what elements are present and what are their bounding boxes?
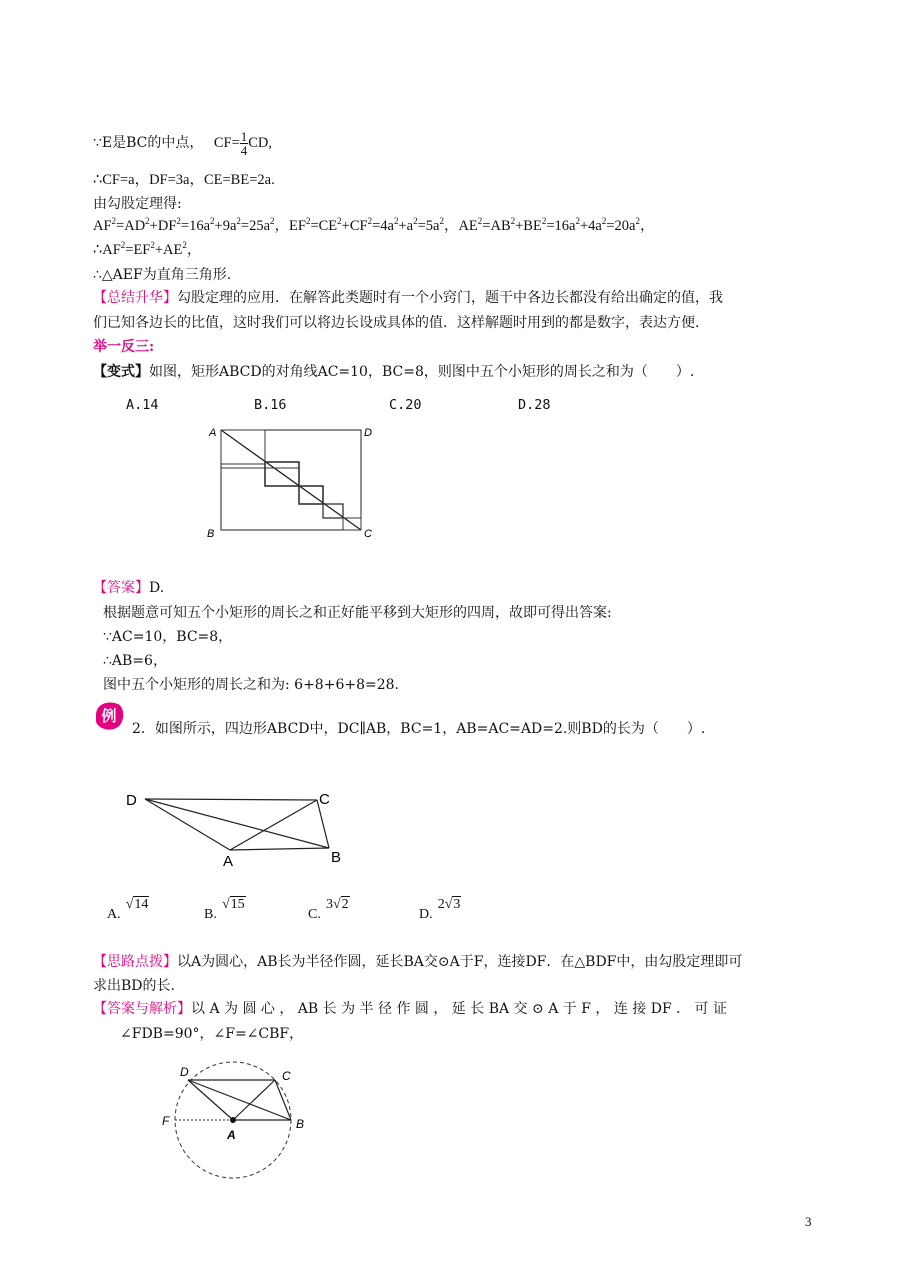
sup: 2 — [477, 216, 483, 226]
variant-tag: 【变式】 — [93, 364, 149, 380]
option2-d — [419, 897, 461, 923]
t: ，AE — [443, 218, 478, 234]
sup: 2 — [337, 216, 342, 226]
sup: 2 — [510, 216, 516, 226]
t: =4a — [372, 218, 394, 234]
summary-tag: 【总结升华】 — [93, 290, 177, 306]
diagonal-ac — [221, 430, 361, 530]
sup: 2 — [111, 216, 117, 226]
t: =25a — [240, 218, 271, 234]
label-c: C — [364, 528, 372, 540]
small-rect-4 — [323, 504, 343, 518]
option2-a — [107, 897, 149, 923]
segment-db — [145, 799, 329, 848]
sup: 2 — [305, 216, 311, 226]
hint-line-1 — [93, 952, 742, 972]
sup: 2 — [210, 216, 215, 226]
answer-explain-3: ∴AB=6， — [103, 653, 167, 669]
frac-expr — [213, 129, 273, 158]
t: =20a — [606, 218, 636, 234]
radical: 3√2 — [325, 897, 349, 912]
t: ∴AF — [93, 242, 121, 258]
solution-text: 以 A 为 圆 心 ， AB 长 为 半 径 作 圆 ， 延 长 BA 交 ⊙ A 于 F ， 连 接 DF ． 可 证 — [191, 1001, 728, 1017]
frac-lhs: CF= — [213, 134, 240, 151]
hint-text: 以A为圆心，AB长为半径作圆，延长BA交⊙A于F，连接DF．在△BDF中，由勾股定理即可 — [177, 954, 743, 970]
center-point — [230, 1117, 236, 1123]
summary-line-1 — [93, 288, 723, 308]
fraction — [240, 130, 249, 157]
label-b: B — [331, 849, 342, 866]
figure-rectangle-stairs — [200, 418, 390, 546]
segment-cb — [275, 1080, 291, 1120]
label-d: D — [364, 427, 372, 439]
variant-question — [93, 362, 694, 382]
figure-circle-construction — [158, 1058, 318, 1183]
t: +4a — [579, 218, 602, 234]
t: +AE — [154, 242, 183, 258]
sup: 2 — [439, 216, 444, 226]
option-letter: C. — [308, 907, 321, 922]
option-letter: A. — [107, 907, 121, 922]
t: =EF — [125, 242, 151, 258]
badge-glyph: 例 — [101, 708, 117, 725]
sup: 2 — [120, 240, 126, 250]
line-af-squared — [93, 216, 654, 236]
radical: √14 — [125, 897, 149, 912]
summary-text: 勾股定理的应用．在解答此类题时有一个小窍门，题干中各边长都没有给出确定的值，我 — [177, 290, 723, 306]
t: +DF — [149, 218, 177, 234]
line-right-triangle: ∴△AEF为直角三角形. — [93, 267, 232, 283]
answer-value: D. — [149, 580, 165, 596]
label-c: C — [319, 791, 330, 808]
text: ∵E是BC的中点， — [93, 134, 204, 151]
coefficient: 3 — [325, 897, 333, 912]
label-a: A — [209, 427, 217, 439]
sup: 2 — [575, 216, 580, 226]
t: +9a — [214, 218, 237, 234]
page-number: 3 — [805, 1214, 812, 1229]
line-cf-df: ∴CF=a，DF=3a，CE=BE=2a. — [93, 172, 275, 188]
solution-line-1 — [93, 999, 727, 1019]
sup: 2 — [236, 216, 241, 226]
t: ，EF — [274, 218, 306, 234]
radical: √15 — [221, 897, 245, 912]
radicand: 15 — [230, 897, 245, 912]
sup: 2 — [541, 216, 547, 226]
line-pythag: 由勾股定理得: — [93, 196, 182, 212]
hint-tag: 【思路点拨】 — [93, 954, 177, 970]
radical: 2√3 — [437, 897, 461, 912]
answer-explain-1: 根据题意可知五个小矩形的周长之和正好能平移到大矩形的四周，故即可得出答案: — [103, 605, 612, 621]
summary-line-2: 们已知各边长的比值，这时我们可以将边长设成具体的值．这样解题时用到的都是数字，表达方便． — [93, 315, 709, 331]
answer-explain-4: 图中五个小矩形的周长之和为: 6+8+6+8=28. — [103, 677, 399, 693]
t: =AB — [482, 218, 511, 234]
radicand: 2 — [341, 897, 349, 912]
t: AF — [93, 218, 112, 234]
solution-line-2: ∠FDB=90°，∠F=∠CBF， — [120, 1026, 304, 1042]
segment-da — [188, 1080, 233, 1120]
sup: 2 — [601, 216, 607, 226]
variant-text: 如图，矩形ABCD的对角线AC=10，BC=8，则图中五个小矩形的周长之和为（ ）. — [149, 364, 695, 380]
segment-ab — [230, 848, 329, 850]
frac-rhs: CD, — [248, 134, 273, 151]
label-d: D — [180, 1065, 189, 1079]
frac-den: 4 — [240, 143, 248, 158]
label-a: A — [227, 1128, 236, 1142]
juyi-heading: 举一反三: — [93, 339, 155, 355]
label-b: B — [207, 528, 215, 540]
segment-dc — [145, 799, 317, 800]
coefficient: 2 — [437, 897, 445, 912]
option2-b — [204, 897, 246, 923]
label-d: D — [126, 792, 137, 809]
label-c: C — [282, 1069, 291, 1083]
example-2-question: 2．如图所示，四边形ABCD中，DC∥AB，BC=1，AB=AC=AD=2.则BD的长为（ ）. — [132, 721, 706, 737]
figure-quadrilateral — [120, 784, 355, 872]
t: +BE — [515, 218, 542, 234]
example-badge-icon — [92, 698, 126, 732]
sup: 2 — [145, 216, 150, 226]
answer-tag: 【答案】 — [93, 580, 149, 596]
label-f: F — [162, 1114, 170, 1128]
t: =CE — [310, 218, 338, 234]
t: =AD — [116, 218, 146, 234]
t: +a — [398, 218, 414, 234]
line-e-midpoint — [93, 130, 272, 157]
label-a: A — [223, 853, 234, 870]
t: =5a — [417, 218, 440, 234]
sup: 2 — [150, 240, 155, 250]
t: =16a — [180, 218, 211, 234]
sup: 2 — [367, 216, 373, 226]
t: ， — [639, 218, 655, 234]
frac-num: 1 — [240, 129, 248, 144]
label-b: B — [296, 1117, 305, 1131]
option-c: C.20 — [389, 397, 422, 413]
segment-da — [145, 799, 230, 850]
answer-line — [93, 578, 164, 598]
radicand: 14 — [134, 897, 149, 912]
option-d: D.28 — [518, 397, 551, 413]
option-letter: D. — [419, 907, 433, 922]
radicand: 3 — [453, 897, 461, 912]
solution-tag: 【答案与解析】 — [93, 1001, 191, 1017]
hint-line-2: 求出BD的长. — [93, 978, 175, 994]
answer-explain-2: ∵AC=10，BC=8， — [103, 629, 233, 645]
sup: 2 — [270, 216, 275, 226]
sup: 2 — [413, 216, 418, 226]
option-b: B.16 — [254, 397, 287, 413]
t: =16a — [546, 218, 576, 234]
t: +CF — [341, 218, 368, 234]
option2-c — [308, 897, 350, 923]
sup: 2 — [635, 216, 640, 226]
line-af-sum — [93, 240, 201, 260]
option-a: A.14 — [126, 397, 159, 413]
sup: 2 — [393, 216, 399, 226]
sup: 2 — [176, 216, 181, 226]
option-letter: B. — [204, 907, 217, 922]
sup: 2 — [182, 240, 187, 250]
t: ， — [186, 242, 202, 258]
